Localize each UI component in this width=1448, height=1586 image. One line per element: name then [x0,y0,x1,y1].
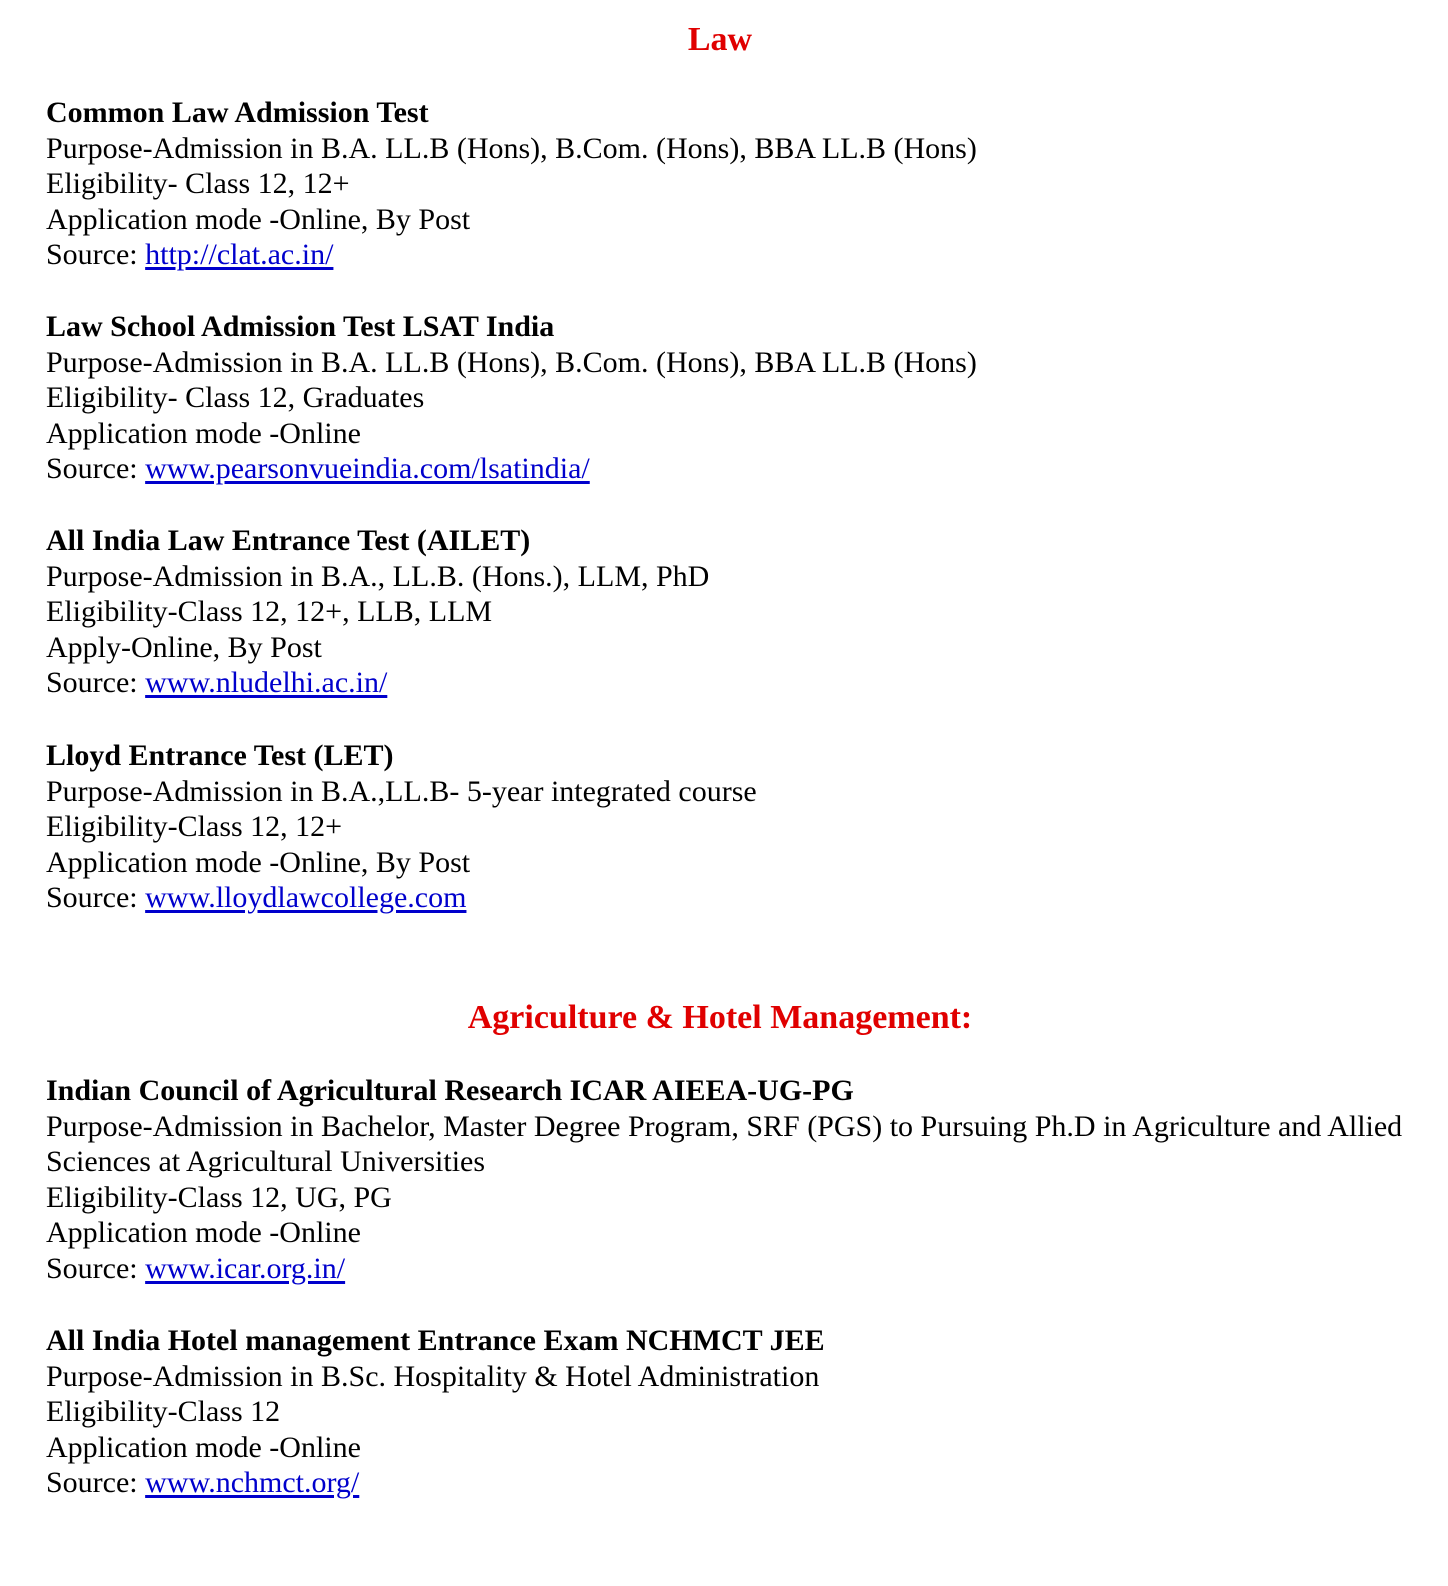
exam-title: All India Law Entrance Test (AILET) [46,524,531,557]
source-link[interactable]: www.nludelhi.ac.in/ [145,666,388,699]
exam-application-mode: Application mode -Online [46,1430,361,1464]
exam-application-mode: Application mode -Online, By Post [46,845,471,879]
exam-entry-lsat-india [46,309,1416,487]
exam-purpose: Purpose-Admission in B.A.,LL.B- 5-year integrated course [46,774,757,808]
source-label: Source: [46,1466,146,1499]
source-link[interactable]: http://clat.ac.in/ [145,238,334,271]
exam-title: All India Hotel management Entrance Exam NCHMCT JEE [46,1324,825,1357]
exam-entry-let [46,738,1416,916]
source-label: Source: [46,1251,146,1285]
exam-entry-clat [46,95,1416,273]
source-label: Source: [46,238,146,271]
exam-application-mode: Application mode -Online [46,1216,361,1249]
exam-entry-nchmct-jee [46,1323,1416,1501]
exam-application-mode: Application mode -Online [46,416,361,450]
section-heading-law: Law [687,21,753,58]
exam-purpose: Purpose-Admission in B.A. LL.B (Hons), B.Com. (Hons), BBA LL.B (Hons) [46,345,977,379]
exam-purpose: Purpose-Admission in B.A. LL.B (Hons), B.Com. (Hons), BBA LL.B (Hons) [46,131,977,165]
exam-source [46,451,1416,487]
source-link[interactable]: www.lloydlawcollege.com [145,881,467,914]
exam-source [46,665,1416,701]
exam-source [46,237,1416,273]
exam-title: Indian Council of Agricultural Research ICAR AIEEA-UG-PG [46,1074,854,1107]
exam-purpose: Purpose-Admission in Bachelor, Master Degree Program, SRF (PGS) to Pursuing Ph.D in Agriculture and Allied Sciences at Agricultural Universities [46,1109,1403,1178]
exam-eligibility: Eligibility-Class 12, UG, PG [46,1180,392,1214]
source-label: Source: [46,666,146,699]
exam-eligibility: Eligibility-Class 12, 12+ [46,810,343,843]
exam-title: Common Law Admission Test [46,96,429,129]
exam-purpose: Purpose-Admission in B.A., LL.B. (Hons.), LLM, PhD [46,559,710,593]
exam-purpose: Purpose-Admission in B.Sc. Hospitality & Hotel Administration [46,1359,820,1393]
exam-title: Law School Admission Test LSAT India [46,310,555,343]
exam-source [46,1251,1416,1287]
section-heading-agriculture-hotel-management: Agriculture & Hotel Management: [467,999,973,1036]
exam-entry-icar-aieea [46,1073,1416,1286]
source-label: Source: [46,881,146,914]
source-link[interactable]: www.nchmct.org/ [145,1466,360,1499]
exam-entry-ailet [46,523,1416,701]
source-link[interactable]: www.icar.org.in/ [145,1251,346,1285]
exam-eligibility: Eligibility- Class 12, Graduates [46,381,425,414]
exam-title: Lloyd Entrance Test (LET) [46,739,394,772]
exam-source [46,1465,1416,1501]
exam-eligibility: Eligibility-Class 12, 12+, LLB, LLM [46,595,493,628]
exam-application-mode: Apply-Online, By Post [46,630,322,664]
exam-source [46,880,1416,916]
exam-eligibility: Eligibility-Class 12 [46,1395,281,1428]
exam-eligibility: Eligibility- Class 12, 12+ [46,167,350,200]
exam-application-mode: Application mode -Online, By Post [46,202,471,236]
source-label: Source: [46,452,146,485]
source-link[interactable]: www.pearsonvueindia.com/lsatindia/ [145,452,590,485]
